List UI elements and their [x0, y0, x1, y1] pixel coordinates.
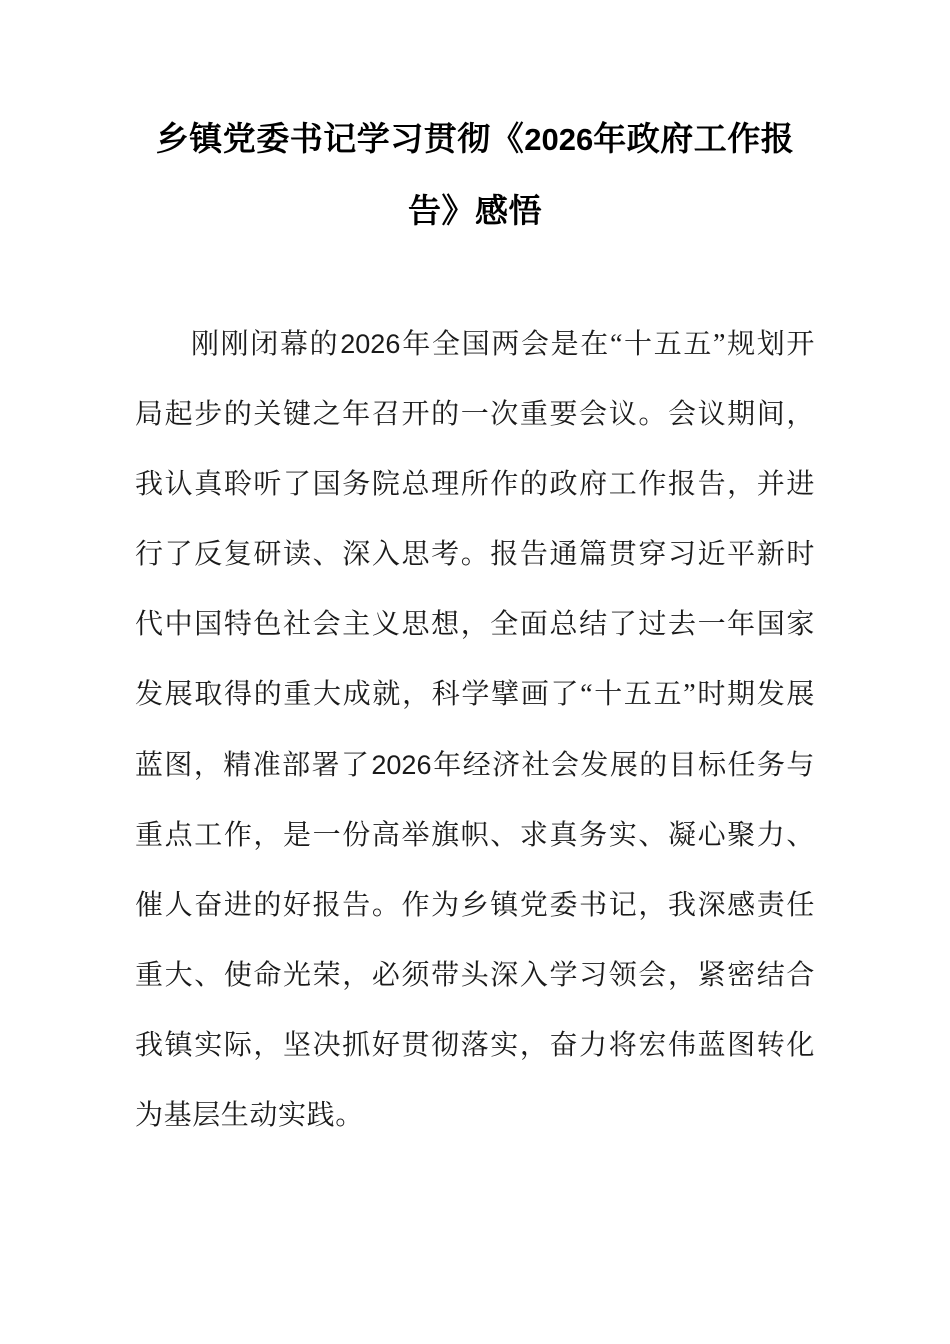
- document-body: [135, 248, 815, 1151]
- inline-number: 2026: [371, 750, 432, 780]
- inline-number: 2026: [340, 329, 401, 359]
- document-title: 乡镇党委书记学习贯彻《2026年政府工作报告》感悟: [155, 122, 795, 230]
- document-content-column: [135, 0, 815, 1151]
- inline-number: 2026: [524, 122, 594, 157]
- body-paragraph: 刚刚闭幕的2026年全国两会是在“十五五”规划开局起步的关键之年召开的一次重要会议。会议期间，我认真聆听了国务院总理所作的政府工作报告，并进行了反复研读、深入思考。报告通篇贯穿习近平新时代中国特色社会主义思想，全面总结了过去一年国家发展取得的重大成就，科学擘画了“十五五”时期发展蓝图，精准部署了2026年经济社会发展的目标任务与重点工作，是一份高举旗帜、求真务实、凝心聚力、催人奋进的好报告。作为乡镇党委书记，我深感责任重大、使命光荣，必须带头深入学习领会，紧密结合我镇实际，坚决抓好贯彻落实，奋力将宏伟蓝图转化为基层生动实践。: [135, 329, 815, 1131]
